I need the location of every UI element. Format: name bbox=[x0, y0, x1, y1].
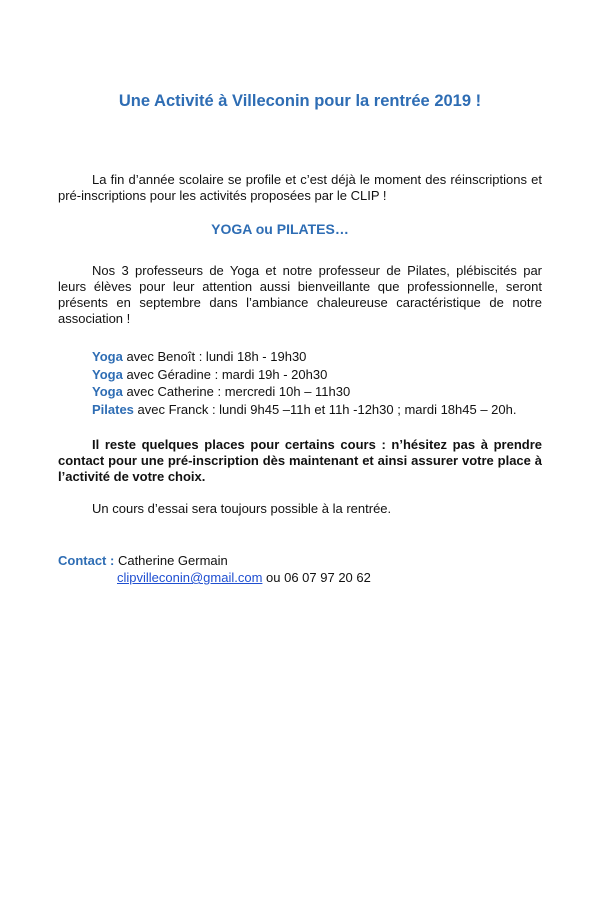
places-notice: Il reste quelques places pour certains cours : n’hésitez pas à prendre contact pour une pré-inscription dès maintenant et ainsi assurer votre place à l’activité de votre choix. bbox=[58, 437, 542, 484]
schedule-activity: Pilates bbox=[92, 401, 134, 417]
schedule-activity: Yoga bbox=[92, 349, 123, 364]
schedule-activity: Yoga bbox=[92, 366, 123, 382]
teachers-paragraph: Nos 3 professeurs de Yoga et notre professeur de Pilates, plébiscités par leurs élèves pour leur attention aussi bienveillante que professionnelle, seront présents en septembre dans l’ambiance chaleureuse caractéristique de notre association ! bbox=[58, 263, 542, 326]
activity-subtitle: YOGA ou PILATES… bbox=[211, 221, 349, 237]
contact-details-line bbox=[58, 569, 538, 586]
page-title: Une Activité à Villeconin pour la rentrée 2019 ! bbox=[118, 92, 482, 110]
contact-phone: ou 06 07 97 20 62 bbox=[262, 570, 371, 585]
schedule-item bbox=[92, 366, 552, 384]
schedule-activity: Yoga bbox=[92, 384, 123, 399]
schedule-list bbox=[92, 348, 552, 418]
contact-block bbox=[58, 552, 538, 586]
trial-notice: Un cours d’essai sera toujours possible à la rentrée. bbox=[92, 501, 392, 516]
schedule-details: avec Catherine : mercredi 10h – 11h30 bbox=[122, 384, 351, 399]
schedule-item bbox=[92, 401, 552, 419]
schedule-details: avec Benoît : lundi 18h - 19h30 bbox=[122, 349, 307, 364]
schedule-details: avec Franck : lundi 9h45 –11h et 11h -12h30 ; mardi 18h45 – 20h. bbox=[133, 401, 517, 417]
schedule-details: avec Géradine : mardi 19h - 20h30 bbox=[122, 366, 328, 382]
contact-line bbox=[58, 552, 538, 569]
intro-paragraph: La fin d’année scolaire se profile et c’est déjà le moment des réinscriptions et pré-inscriptions pour les activités proposées par le CLIP ! bbox=[58, 172, 542, 203]
contact-label: Contact : bbox=[58, 553, 115, 568]
schedule-item bbox=[92, 348, 552, 366]
schedule-item bbox=[92, 383, 552, 401]
contact-name: Catherine Germain bbox=[114, 553, 228, 568]
contact-email-link[interactable]: clipvilleconin@gmail.com bbox=[117, 570, 263, 585]
